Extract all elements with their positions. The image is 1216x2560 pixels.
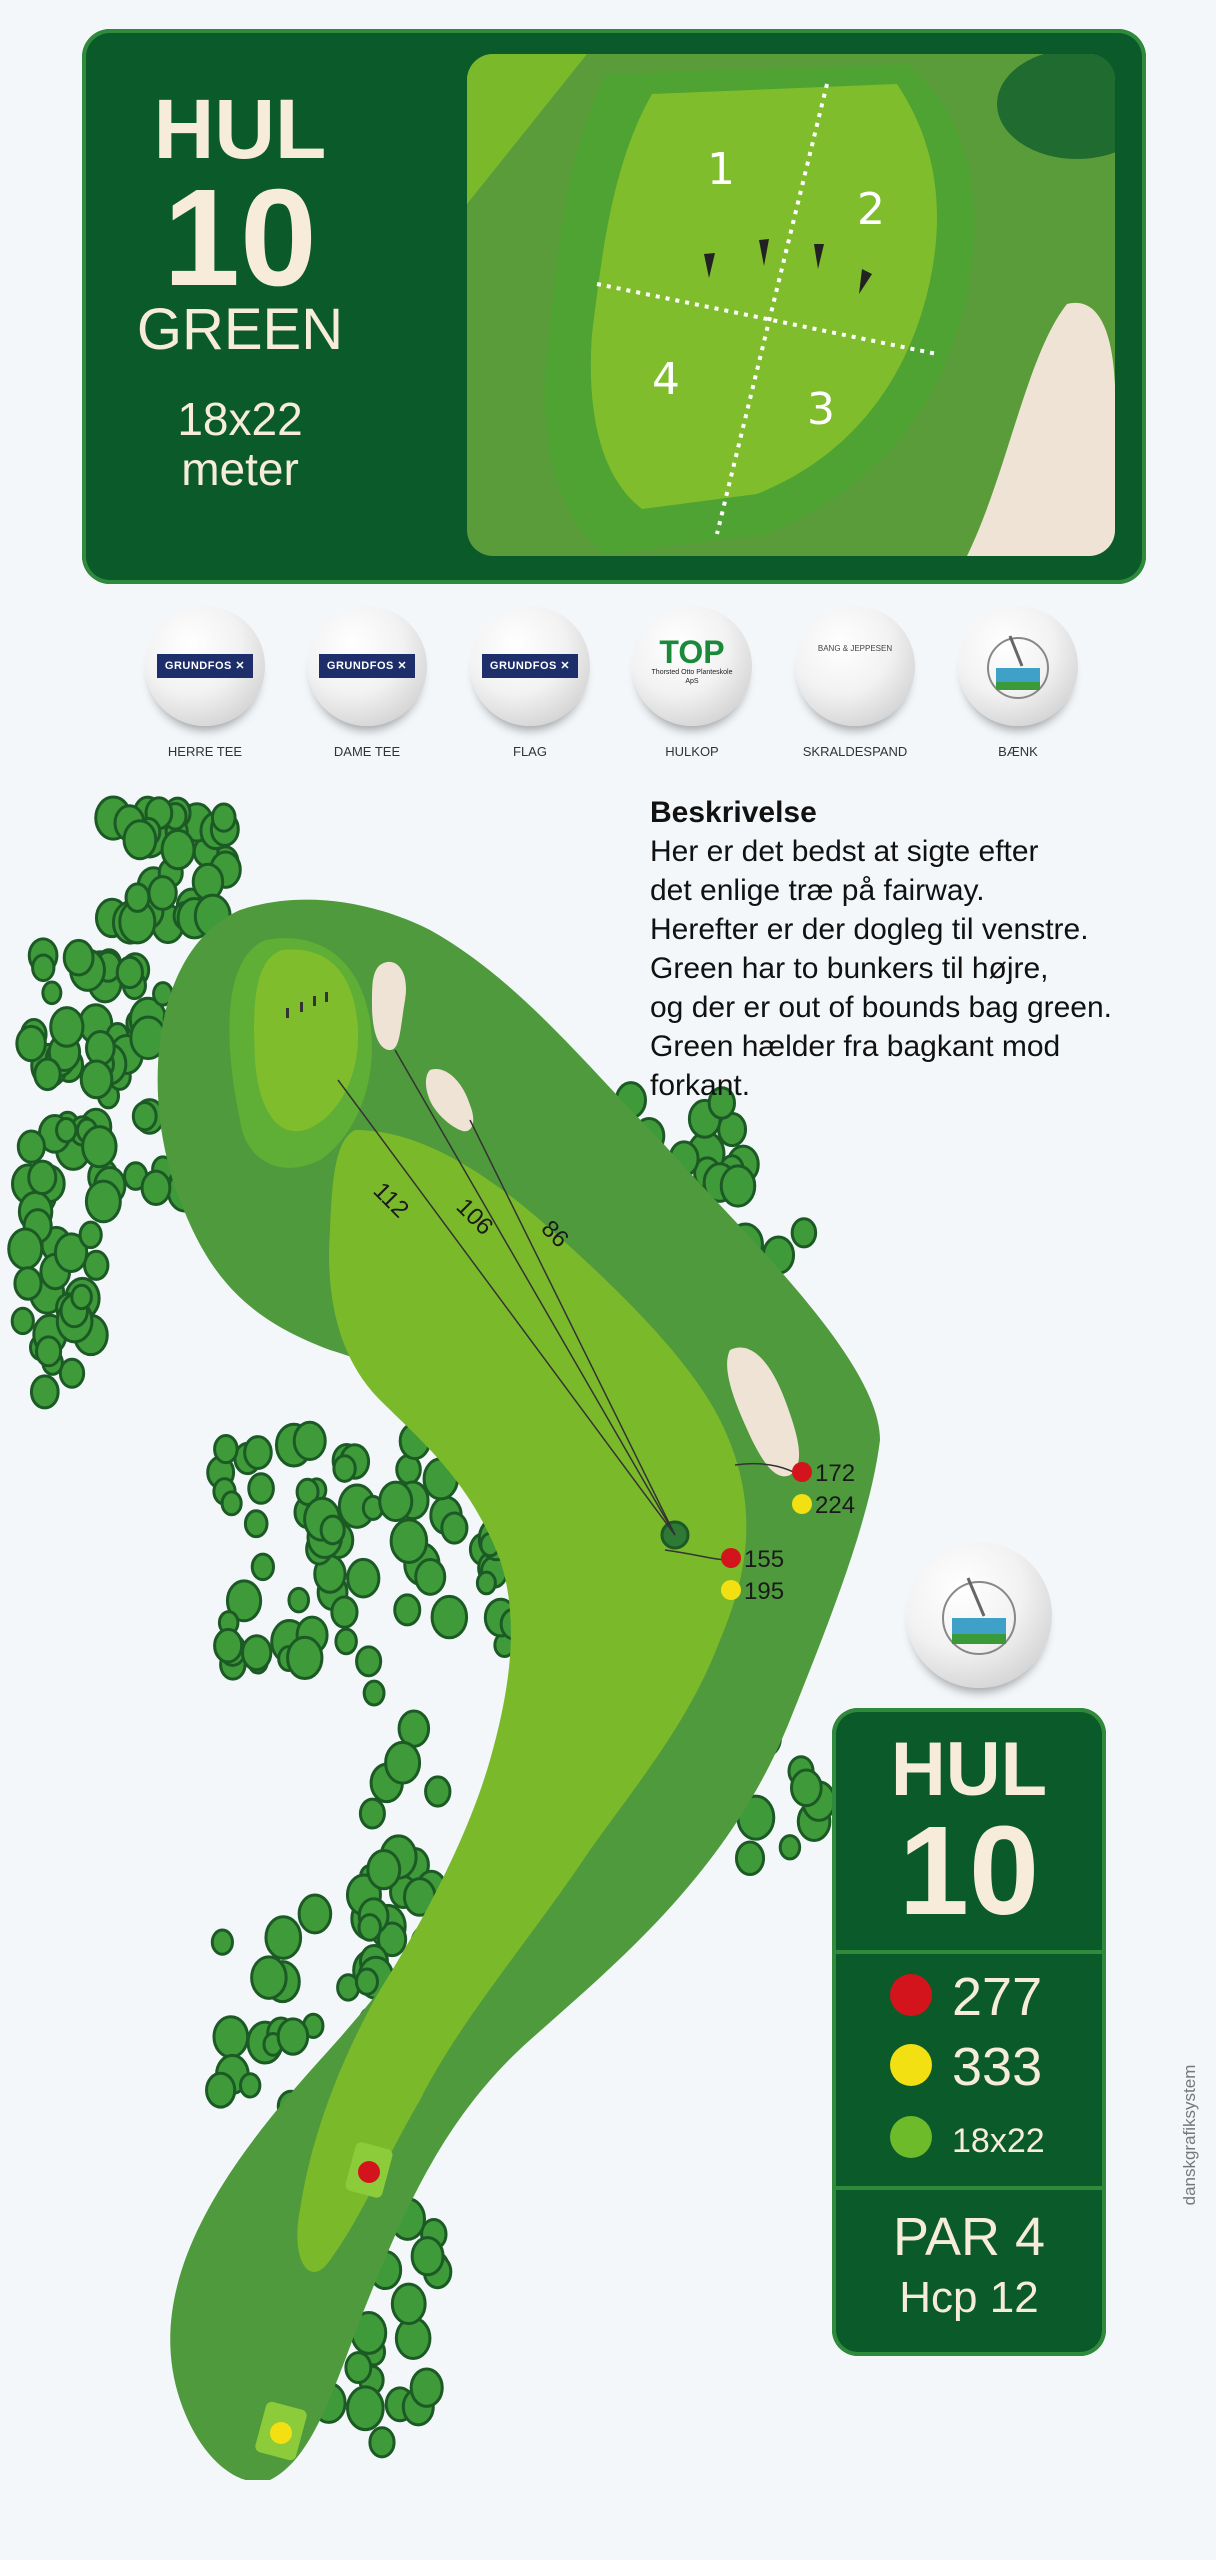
distance-label-112: 112 (367, 1177, 414, 1224)
tree-icon (370, 2428, 394, 2457)
green-size-dimensions: 18x22 (177, 393, 303, 445)
tree-icon (57, 1119, 76, 1142)
club-ball-icon (906, 1542, 1052, 1688)
red-marker-icon (721, 1548, 741, 1568)
tree-icon (346, 2353, 371, 2383)
tree-icon (426, 1777, 450, 1806)
tree-icon (391, 1520, 427, 1563)
tree-icon (29, 1161, 56, 1193)
tree-icon (357, 1647, 381, 1676)
description-line: Green har to bunkers til højre, (650, 952, 1049, 985)
description-line: Herefter er der dogleg til venstre. (650, 913, 1089, 946)
tree-icon (83, 1127, 116, 1167)
tree-icon (336, 1629, 357, 1654)
tree-icon (245, 1511, 267, 1537)
tree-icon (212, 804, 235, 831)
marker-label-155: 155 (744, 1546, 785, 1573)
tree-icon (411, 2369, 442, 2406)
hole-scorecard (832, 1708, 1106, 2356)
tree-icon (245, 1437, 272, 1469)
tree-icon (215, 1436, 238, 1463)
hulkop-ball-icon (632, 606, 752, 726)
green-label: GREEN (136, 297, 344, 362)
tree-icon (133, 1102, 156, 1129)
scorecard-hole-number: 10 (898, 1800, 1040, 1941)
green-hole-title: HUL (153, 82, 327, 176)
tree-icon (36, 1337, 60, 1366)
legend-label-herre-tee: HERRE TEE (167, 744, 243, 759)
distance-label-106: 106 (450, 1193, 499, 1241)
tree-icon (43, 982, 61, 1004)
divider (836, 2186, 1102, 2190)
marker-label-195: 195 (744, 1578, 785, 1605)
tree-icon (207, 2073, 235, 2107)
green-hole-number: 10 (163, 161, 317, 315)
yellow-tee-marker-icon (270, 2422, 292, 2444)
tree-icon (149, 877, 176, 910)
tree-icon (294, 1422, 325, 1459)
grundfos-logo: GRUNDFOS ✕ (482, 654, 578, 678)
tree-icon (142, 1171, 170, 1204)
tree-icon (412, 2238, 443, 2275)
grundfos-logo: GRUNDFOS ✕ (319, 654, 415, 678)
tree-icon (117, 957, 142, 987)
section-3-label: 3 (807, 384, 835, 435)
flag-ball-icon (470, 606, 590, 726)
description-line: og der er out of bounds bag green. (650, 991, 1113, 1024)
distance-label-86: 86 (535, 1215, 574, 1254)
tree-icon (212, 1930, 232, 1954)
tree-icon (288, 1637, 322, 1678)
marker-label-172: 172 (815, 1460, 856, 1487)
description-line: det enlige træ på fairway. (650, 874, 985, 907)
green-size-unit: meter (181, 443, 299, 495)
legend-label-dame-tee: DAME TEE (333, 744, 401, 759)
tree-icon (392, 2284, 425, 2323)
tree-icon (86, 1031, 114, 1064)
tree-icon (15, 1268, 41, 1299)
skraldespand-ball-icon (795, 606, 915, 726)
tree-icon (356, 1969, 377, 1994)
tree-icon (86, 1181, 120, 1222)
description-heading: Beskrivelse (650, 796, 817, 829)
red-marker-icon (792, 1462, 812, 1482)
legend-label-baenk: BÆNK (998, 744, 1038, 759)
yellow-marker-icon (721, 1580, 741, 1600)
tree-icon (243, 1636, 271, 1670)
tree-icon (17, 1026, 46, 1060)
tree-icon (64, 940, 93, 975)
tree-icon (416, 1560, 445, 1595)
tree-icon (360, 1799, 384, 1828)
credit-text: danskgrafiksystem (1180, 2064, 1199, 2206)
tree-icon (368, 1850, 400, 1888)
dame-tee-ball-icon (307, 606, 427, 726)
legend-label-flag: FLAG (513, 744, 547, 759)
green-size-value: 18x22 (952, 2122, 1045, 2160)
tree-icon (364, 1681, 384, 1705)
tree-icon (299, 1895, 331, 1933)
tree-icon (386, 1742, 420, 1783)
yellow-tee-icon (890, 2044, 932, 2086)
baenk-ball-icon (958, 606, 1078, 726)
legend-label-skraldespand: SKRALDESPAND (802, 744, 908, 759)
marker-label-224: 224 (815, 1492, 856, 1519)
red-tee-icon (890, 1974, 932, 2016)
tree-icon (214, 2017, 248, 2057)
section-2-label: 2 (857, 184, 885, 235)
tree-icon (721, 1166, 754, 1206)
description-line: Green hælder fra bagkant mod (650, 1030, 1061, 1063)
tree-icon (477, 1572, 495, 1594)
tree-icon (249, 1474, 274, 1504)
tree-icon (51, 1008, 83, 1047)
tree-icon (395, 1595, 420, 1625)
green-size-icon (890, 2116, 932, 2158)
yellow-marker-icon (792, 1494, 812, 1514)
description-line: Her er det bedst at sigte efter (650, 835, 1039, 868)
tree-icon (442, 1513, 467, 1543)
tree-icon (252, 1957, 287, 1998)
tree-icon (18, 1131, 44, 1162)
tree-icon (12, 1308, 33, 1333)
tree-icon (33, 955, 54, 981)
club-logo-icon (958, 606, 1078, 726)
section-4-label: 4 (652, 354, 680, 405)
tree-icon (321, 1516, 344, 1544)
tree-icon (432, 1596, 467, 1637)
scorecard-hole-title: HUL (890, 1727, 1048, 1812)
tree-icon (380, 1482, 412, 1520)
tree-icon (791, 1770, 821, 1806)
tree-icon (278, 2019, 307, 2054)
tree-icon (736, 1842, 763, 1875)
top-logo: TOP Thorsted Otto Planteskole ApS (651, 634, 733, 685)
tree-icon (124, 821, 156, 859)
tree-icon (334, 1456, 355, 1482)
grundfos-logo: GRUNDFOS ✕ (157, 654, 253, 678)
tree-icon (215, 1629, 242, 1662)
herre-tee-ball-icon (145, 606, 265, 726)
tree-icon (80, 1222, 101, 1247)
handicap-value: Hcp 12 (899, 2273, 1039, 2322)
tree-icon (348, 1559, 379, 1597)
section-1-label: 1 (707, 144, 735, 195)
green-title-block (82, 29, 398, 584)
tree-icon (266, 1917, 301, 1959)
tree-icon (252, 1554, 273, 1580)
tree-icon (126, 884, 149, 912)
tree-icon (9, 1229, 42, 1269)
tree-icon (780, 1836, 799, 1859)
divider (836, 1950, 1102, 1954)
hole-description (650, 793, 1190, 1105)
tree-icon (81, 1061, 112, 1098)
description-line: forkant. (650, 1069, 751, 1102)
tree-icon (31, 1376, 58, 1408)
par-value: PAR 4 (892, 2207, 1046, 2267)
tree-icon (792, 1219, 816, 1247)
yellow-tee-length: 333 (952, 2037, 1043, 2097)
tree-icon (162, 830, 194, 868)
red-tee-marker-icon (358, 2161, 380, 2183)
tree-icon (348, 2387, 384, 2430)
club-logo-icon (906, 1542, 1052, 1688)
tree-icon (240, 2074, 259, 2097)
tree-icon (72, 1285, 92, 1308)
tree-icon (222, 1492, 241, 1515)
tree-icon (332, 1597, 357, 1627)
legend-label-hulkop: HULKOP (665, 744, 719, 759)
credit (1175, 2040, 1205, 2240)
green-detail-map (467, 54, 1115, 556)
tree-icon (289, 1588, 309, 1611)
bang-jeppesen-logo: BANG & JEPPESEN (817, 644, 893, 653)
green-size (82, 394, 398, 494)
tree-icon (359, 1915, 380, 1941)
tree-icon (35, 1059, 60, 1090)
red-tee-length: 277 (952, 1967, 1043, 2027)
